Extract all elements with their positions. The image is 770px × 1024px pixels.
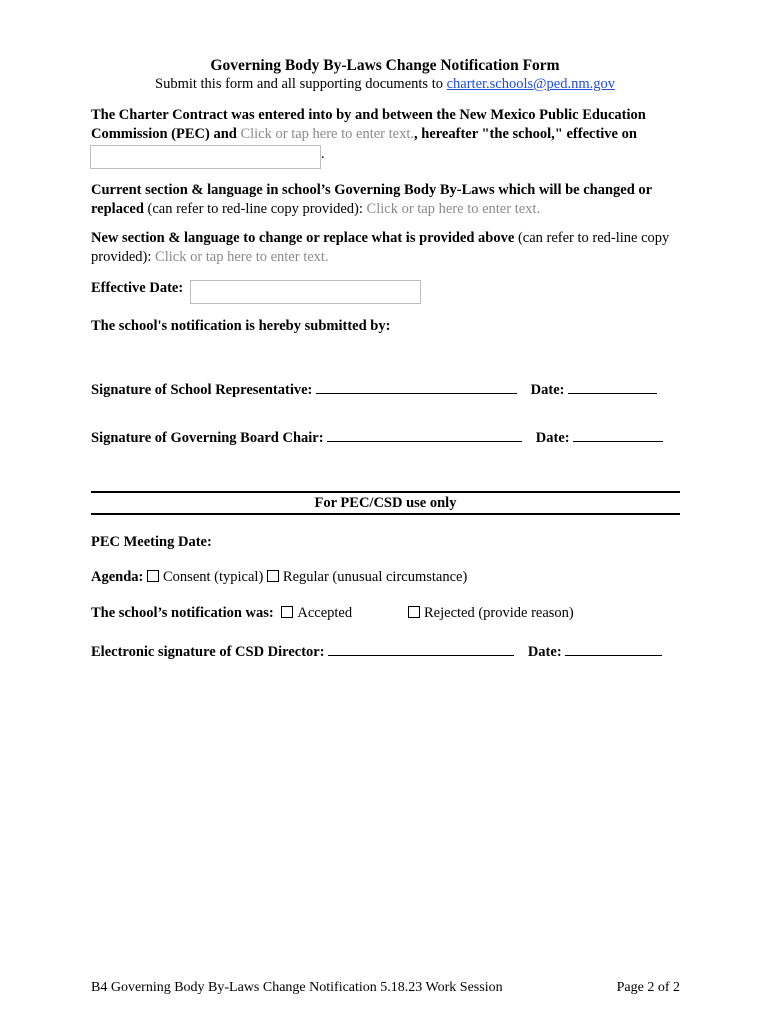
agenda-label: Agenda: xyxy=(91,569,144,585)
current-section-input[interactable]: Click or tap here to enter text. xyxy=(366,201,541,217)
rep-signature-label: Signature of School Representative: xyxy=(91,382,313,398)
csd-date-label: Date: xyxy=(527,644,562,660)
rejected-label: Rejected (provide reason) xyxy=(424,605,574,621)
accepted-checkbox[interactable] xyxy=(281,606,293,618)
pec-bottom-rule xyxy=(91,513,680,515)
current-section-paragraph xyxy=(91,181,691,219)
current-section-label: Current section & language in school’s Governing Body By-Laws which will be changed or replaced xyxy=(91,182,652,217)
current-section-note: (can refer to red-line copy provided): xyxy=(143,201,367,217)
new-section-note: (can refer to red-line copy provided): xyxy=(91,230,670,265)
contract-effective-date-field[interactable] xyxy=(90,145,321,169)
new-section-paragraph xyxy=(91,229,691,267)
notification-row xyxy=(91,605,352,622)
agenda-row xyxy=(91,569,467,586)
pec-heading: For PEC/CSD use only xyxy=(314,495,457,511)
subtitle-text: Submit this form and all supporting documents to xyxy=(155,76,447,92)
school-name-input[interactable]: Click or tap here to enter text. xyxy=(240,126,414,142)
submitted-by-label: The school's notification is hereby submitted by: xyxy=(91,318,391,334)
form-subtitle xyxy=(0,76,770,93)
pec-meeting-date-label: PEC Meeting Date: xyxy=(91,534,212,550)
agenda-consent-checkbox[interactable] xyxy=(147,570,159,582)
chair-signature-label: Signature of Governing Board Chair: xyxy=(91,430,324,446)
rep-signature-line[interactable] xyxy=(316,379,517,394)
form-title: Governing Body By-Laws Change Notification Form xyxy=(210,57,560,74)
effective-date-field[interactable] xyxy=(190,280,421,304)
rejected-option xyxy=(408,605,574,622)
chair-signature-row xyxy=(91,427,663,447)
rejected-checkbox[interactable] xyxy=(408,606,420,618)
csd-signature-row xyxy=(91,641,662,661)
rep-signature-row xyxy=(91,379,657,399)
rep-date-label: Date: xyxy=(530,382,565,398)
contract-paragraph xyxy=(91,106,691,144)
notification-label: The school’s notification was: xyxy=(91,605,274,621)
contract-text-1: The Charter Contract was entered into by and between the New Mexico Public Education Commission (PEC) and xyxy=(91,107,646,142)
pec-top-rule xyxy=(91,491,680,493)
accepted-label: Accepted xyxy=(297,605,353,621)
new-section-label: New section & language to change or replace what is provided above xyxy=(91,230,515,246)
agenda-regular-label: Regular (unusual circumstance) xyxy=(282,569,468,585)
new-section-input[interactable]: Click or tap here to enter text. xyxy=(155,249,329,265)
footer-document-name: B4 Governing Body By-Laws Change Notification 5.18.23 Work Session xyxy=(91,980,503,995)
csd-signature-line[interactable] xyxy=(328,641,514,656)
chair-date-line[interactable] xyxy=(573,427,663,442)
csd-date-line[interactable] xyxy=(565,641,662,656)
effective-date-label: Effective Date: xyxy=(91,280,184,296)
email-link[interactable]: charter.schools@ped.nm.gov xyxy=(446,76,615,92)
chair-signature-line[interactable] xyxy=(327,427,522,442)
footer-page-number: Page 2 of 2 xyxy=(616,980,680,995)
csd-signature-label: Electronic signature of CSD Director: xyxy=(91,644,325,660)
chair-date-label: Date: xyxy=(535,430,570,446)
agenda-regular-checkbox[interactable] xyxy=(267,570,279,582)
agenda-consent-label: Consent (typical) xyxy=(163,569,264,585)
contract-text-2: , hereafter "the school," effective on xyxy=(414,126,637,142)
rep-date-line[interactable] xyxy=(568,379,657,394)
contract-period: . xyxy=(321,146,325,162)
